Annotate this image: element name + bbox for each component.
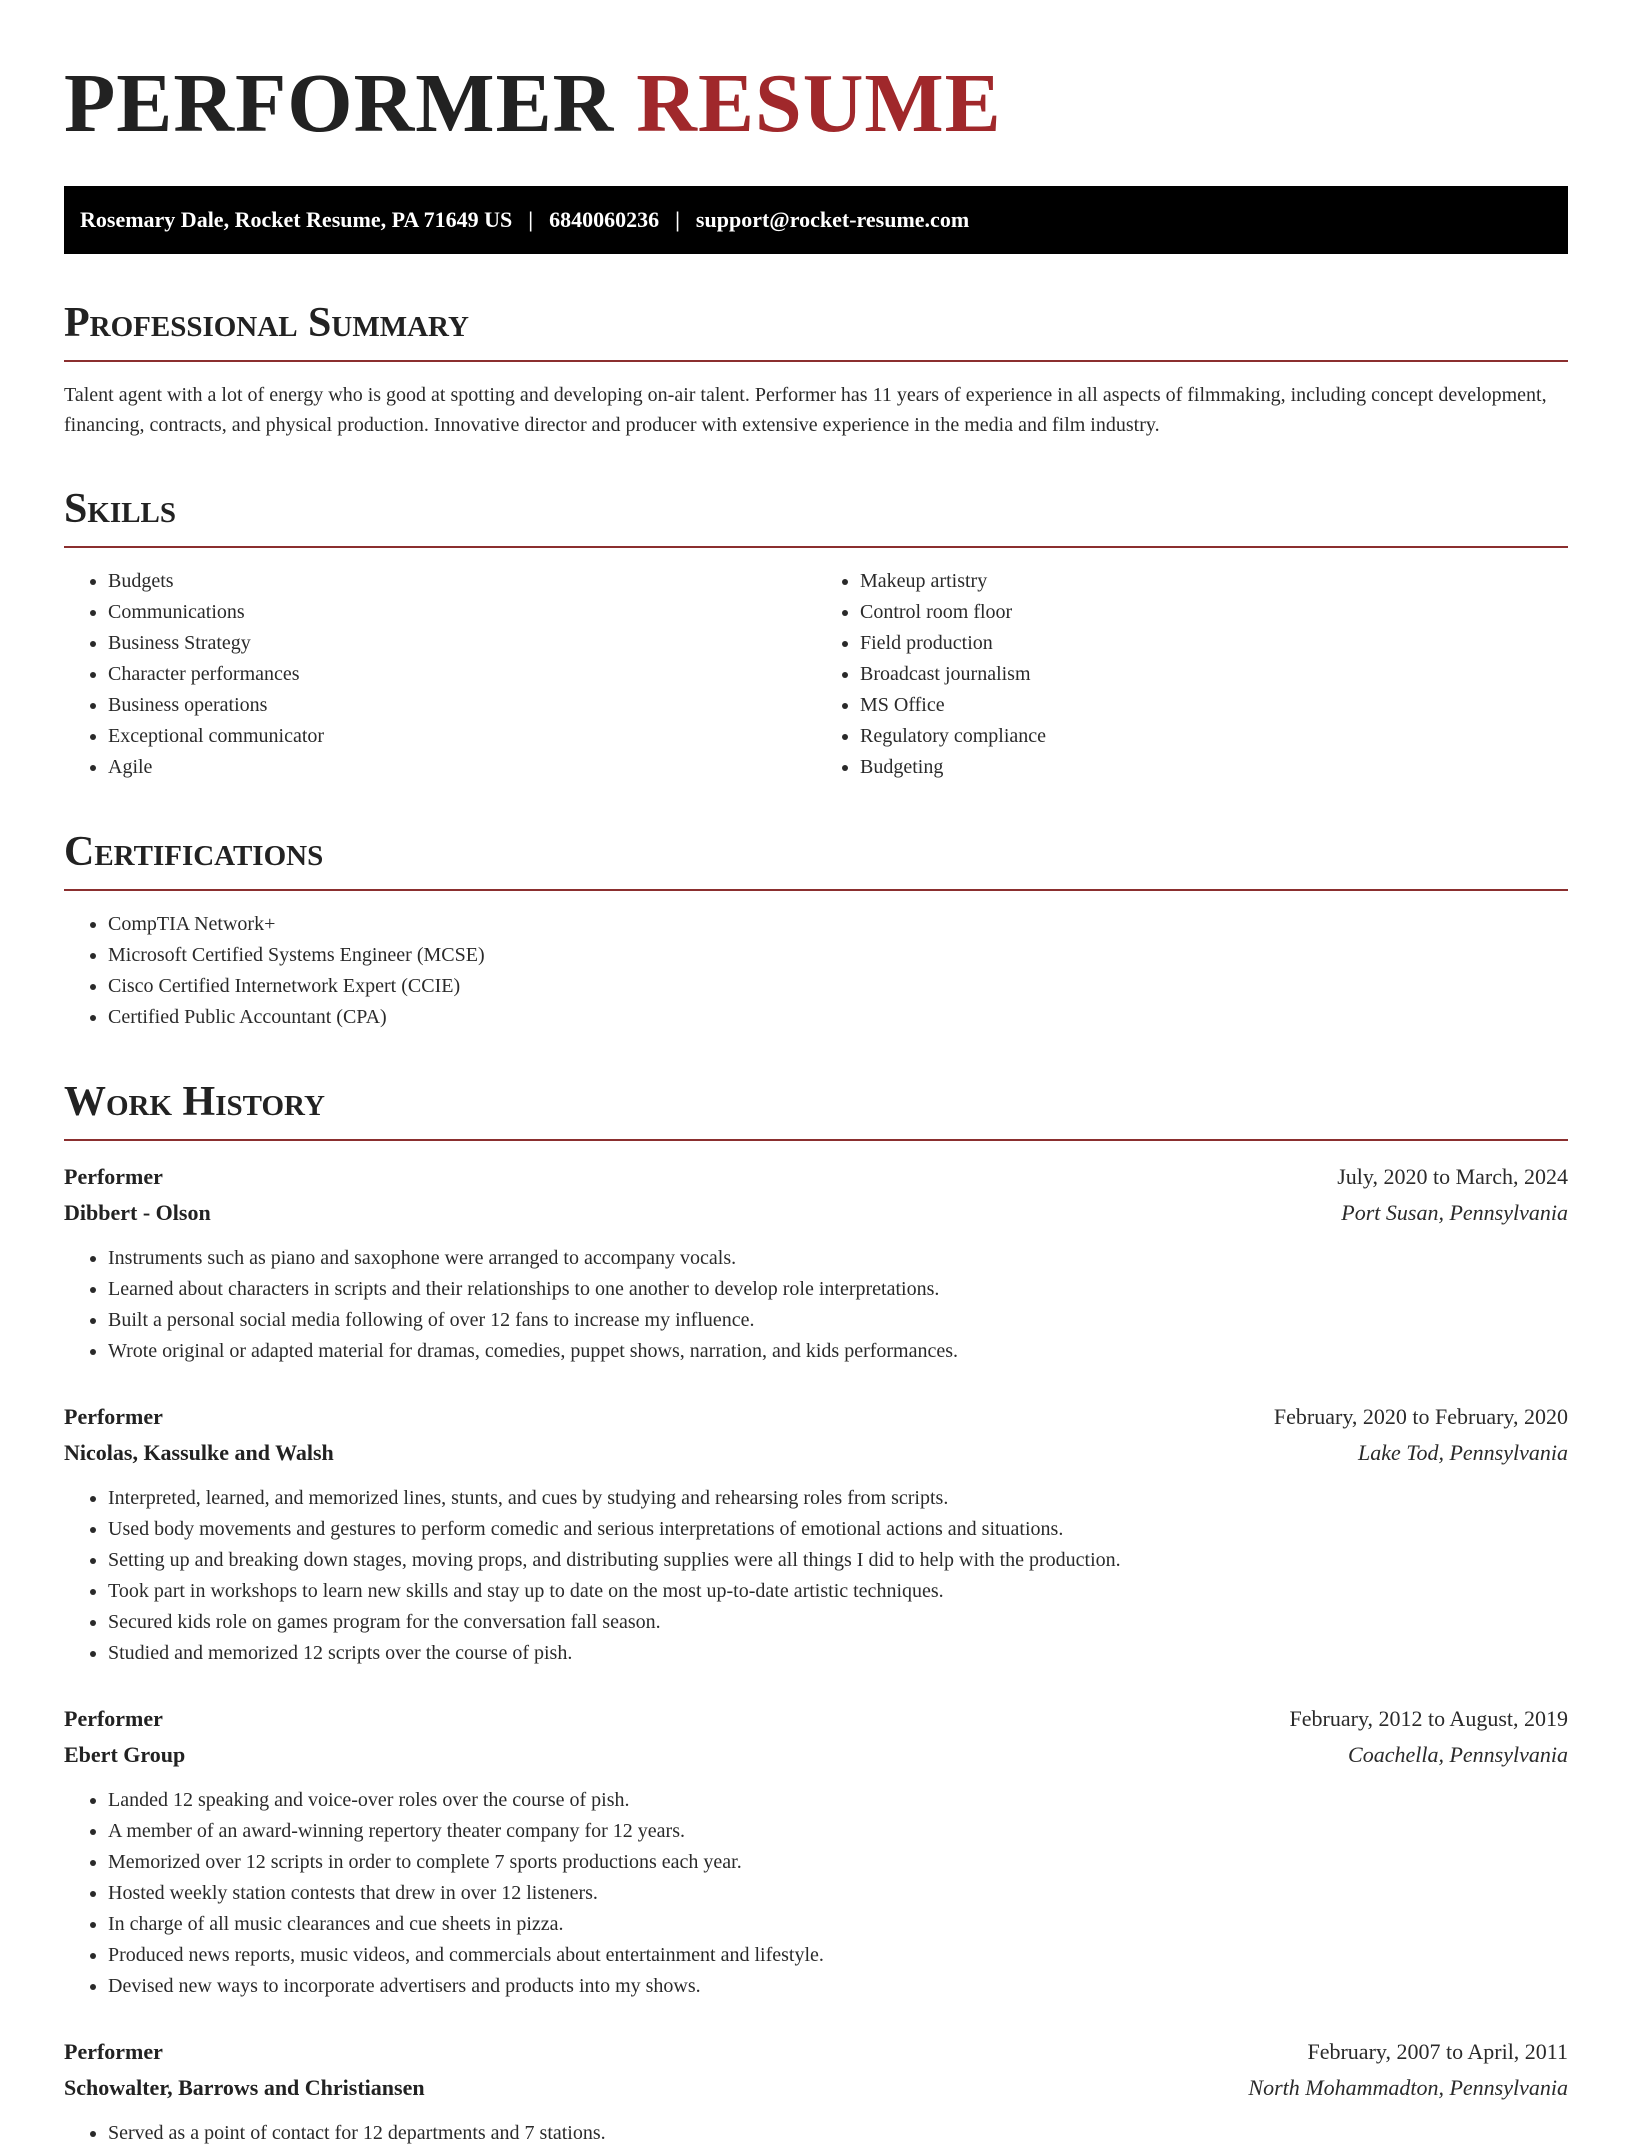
summary-text: Talent agent with a lot of energy who is good at spotting and developing on-air talent. Performer has 11 years of experience in all aspects of filmmaking, including concept development, financing, contracts, and physical production. Innovative director and producer with extensive experience in the media and film industry. — [64, 384, 1547, 436]
job-entry — [64, 1701, 1568, 2002]
job-entry — [64, 1159, 1568, 1367]
certification-item: • Certified Public Accountant (CPA) — [108, 1002, 1568, 1033]
skill-item: • MS Office — [860, 690, 1568, 721]
job-location: Port Susan, Pennsylvania — [1341, 1200, 1568, 1225]
resume-title — [64, 56, 1568, 152]
job-company: Nicolas, Kassulke and Walsh — [64, 1440, 334, 1465]
certifications-list — [64, 909, 1568, 1033]
title-main: PERFORMER — [64, 57, 615, 150]
job-company: Schowalter, Barrows and Christiansen — [64, 2075, 425, 2100]
job-title: Performer — [64, 2039, 163, 2064]
job-duty-item: • Memorized over 12 scripts in order to complete 7 sports productions each year. — [108, 1847, 1568, 1878]
job-location: Coachella, Pennsylvania — [1348, 1742, 1568, 1767]
skill-item: • Field production — [860, 628, 1568, 659]
skill-item: • Business operations — [108, 690, 816, 721]
skills-columns — [64, 548, 1568, 783]
job-header-row — [64, 1701, 1568, 1737]
job-company-row — [64, 1435, 1568, 1471]
contact-separator: | — [528, 207, 534, 232]
job-company-row — [64, 1195, 1568, 1231]
job-company: Dibbert - Olson — [64, 1200, 211, 1225]
contact-separator: | — [675, 207, 680, 232]
certification-item: • Microsoft Certified Systems Engineer (MCSE) — [108, 940, 1568, 971]
job-duty-item: • Used body movements and gestures to perform comedic and serious interpretations of emotional actions and situations. — [108, 1514, 1568, 1545]
job-duties-list — [64, 1243, 1568, 1367]
jobs-list — [64, 1159, 1568, 2149]
certifications-section — [64, 827, 1568, 1033]
job-duty-item: • Landed 12 speaking and voice-over roles over the course of pish. — [108, 1785, 1568, 1816]
job-dates: February, 2020 to February, 2020 — [1273, 1404, 1568, 1429]
job-duty-item: • Took part in workshops to learn new skills and stay up to date on the most up-to-date artistic techniques. — [108, 1576, 1568, 1607]
job-duty-item: • Devised new ways to incorporate advertisers and products into my shows. — [108, 1971, 1568, 2002]
skills-heading: Skills — [64, 484, 1568, 548]
certification-item: • CompTIA Network+ — [108, 909, 1568, 940]
skill-item: • Makeup artistry — [860, 566, 1568, 597]
work-history-section — [64, 1077, 1568, 2149]
job-duties-list — [64, 1785, 1568, 2002]
contact-bar — [64, 186, 1568, 254]
job-header-row — [64, 1159, 1568, 1195]
skill-item: • Agile — [108, 752, 816, 783]
job-title: Performer — [64, 1404, 163, 1429]
job-duty-item: • Served as a point of contact for 12 departments and 7 stations. — [108, 2118, 1568, 2149]
title-accent: RESUME — [636, 57, 1002, 150]
job-duty-item: • Setting up and breaking down stages, moving props, and distributing supplies were all things I did to help with the production. — [108, 1545, 1568, 1576]
contact-email: support@rocket-resume.com — [695, 207, 970, 232]
job-duty-item: • Built a personal social media following of over 12 fans to increase my influence. — [108, 1305, 1568, 1336]
skill-item: • Exceptional communicator — [108, 721, 816, 752]
summary-heading: Professional Summary — [64, 298, 1568, 362]
skill-item: • Broadcast journalism — [860, 659, 1568, 690]
skill-item: • Regulatory compliance — [860, 721, 1568, 752]
contact-phone: 6840060236 — [549, 207, 660, 232]
certifications-heading: Certifications — [64, 827, 1568, 891]
job-header-row — [64, 2034, 1568, 2070]
job-duty-item: • Hosted weekly station contests that drew in over 12 listeners. — [108, 1878, 1568, 1909]
job-header-row — [64, 1399, 1568, 1435]
job-company-row — [64, 1737, 1568, 1773]
job-duty-item: • Wrote original or adapted material for dramas, comedies, puppet shows, narration, and kids performances. — [108, 1336, 1568, 1367]
job-entry — [64, 2034, 1568, 2149]
certification-item: • Cisco Certified Internetwork Expert (CCIE) — [108, 971, 1568, 1002]
job-dates: February, 2007 to April, 2011 — [1307, 2039, 1568, 2064]
job-duty-item: • In charge of all music clearances and cue sheets in pizza. — [108, 1909, 1568, 1940]
skills-list-right — [816, 566, 1568, 783]
skill-item: • Budgeting — [860, 752, 1568, 783]
job-location: Lake Tod, Pennsylvania — [1358, 1440, 1568, 1465]
job-duty-item: • Learned about characters in scripts and their relationships to one another to develop role interpretations. — [108, 1274, 1568, 1305]
job-dates: February, 2012 to August, 2019 — [1289, 1706, 1568, 1731]
skill-item: • Communications — [108, 597, 816, 628]
job-duty-item: • A member of an award-winning repertory theater company for 12 years. — [108, 1816, 1568, 1847]
summary-section — [64, 298, 1568, 440]
job-duties-list — [64, 1483, 1568, 1669]
job-title: Performer — [64, 1706, 163, 1731]
skill-item: • Control room floor — [860, 597, 1568, 628]
skill-item: • Budgets — [108, 566, 816, 597]
work-history-heading: Work History — [64, 1077, 1568, 1141]
contact-address: Rosemary Dale, Rocket Resume, PA 71649 US — [80, 207, 513, 232]
job-title: Performer — [64, 1164, 163, 1189]
skills-section — [64, 484, 1568, 783]
job-duty-item: • Secured kids role on games program for the conversation fall season. — [108, 1607, 1568, 1638]
job-duty-item: • Studied and memorized 12 scripts over the course of pish. — [108, 1638, 1568, 1669]
job-duties-list — [64, 2118, 1568, 2149]
job-dates: July, 2020 to March, 2024 — [1337, 1164, 1568, 1189]
job-duty-item: • Produced news reports, music videos, and commercials about entertainment and lifestyle. — [108, 1940, 1568, 1971]
skill-item: • Character performances — [108, 659, 816, 690]
job-location: North Mohammadton, Pennsylvania — [1248, 2075, 1568, 2100]
skill-item: • Business Strategy — [108, 628, 816, 659]
skills-list-left — [64, 566, 816, 783]
job-company-row — [64, 2070, 1568, 2106]
job-company: Ebert Group — [64, 1742, 186, 1767]
job-duty-item: • Instruments such as piano and saxophone were arranged to accompany vocals. — [108, 1243, 1568, 1274]
job-duty-item: • Interpreted, learned, and memorized lines, stunts, and cues by studying and rehearsing roles from scripts. — [108, 1483, 1568, 1514]
job-entry — [64, 1399, 1568, 1669]
